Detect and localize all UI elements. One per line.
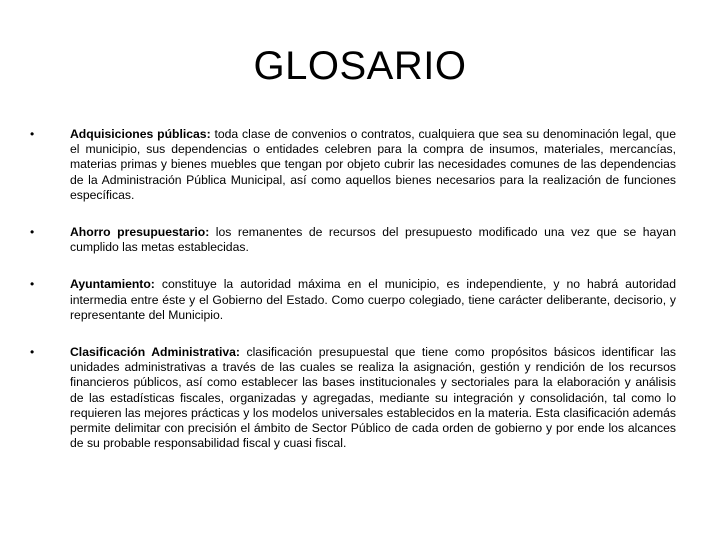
- bullet-icon: •: [30, 345, 35, 360]
- glossary-term: Ahorro presupuestario:: [70, 225, 210, 240]
- glossary-term: Clasificación Administrativa:: [70, 345, 240, 360]
- bullet-icon: •: [30, 277, 35, 292]
- glossary-term: Ayuntamiento:: [70, 277, 155, 292]
- glossary-item: [30, 277, 676, 323]
- page-title: GLOSARIO: [253, 44, 467, 88]
- glossary-item: [30, 225, 676, 255]
- glossary-definition: constituye la autoridad máxima en el municipio, es independiente, y no habrá autoridad intermedia entre éste y el Gobierno del Estado. Como cuerpo colegiado, tiene carácter deliberante, decisorio, y representante del Municipio.: [70, 277, 676, 322]
- glossary-item: [30, 345, 676, 451]
- glossary-definition: clasificación presupuestal que tiene como propósitos básicos identificar las unidades administrativas a través de las cuales se realiza la asignación, gestión y rendición de los recursos financieros públicos, así como establecer las bases institucionales y sectoriales para la elaboración y análisis de las estadísticas fiscales, organizadas y agregadas, mediante su integración y consolidación, tal como lo requieren las mejores prácticas y los modelos universales establecidos en la materia. Esta clasificación además permite delimitar con precisión el ámbito de Sector Público de cada orden de gobierno y por ende los alcances de su probable responsabilidad fiscal y cuasi fiscal.: [70, 345, 676, 451]
- bullet-icon: •: [30, 225, 35, 240]
- glossary-item: [30, 127, 676, 203]
- glossary-list: [30, 127, 676, 451]
- glossary-definition: toda clase de convenios o contratos, cualquiera que sea su denominación legal, que el municipio, sus dependencias o entidades celebren para la compra de insumos, materiales, mercancías, materias primas y bienes muebles que tengan por objeto cubrir las necesidades comunes de las dependencias de la Administración Pública Municipal, así como aquellos bienes necesarios para la realización de funciones específicas.: [70, 127, 676, 202]
- bullet-icon: •: [30, 127, 35, 141]
- glossary-definition: los remanentes de recursos del presupuesto modificado una vez que se hayan cumplido las metas establecidas.: [70, 225, 676, 255]
- glossary-term: Adquisiciones públicas:: [70, 127, 211, 141]
